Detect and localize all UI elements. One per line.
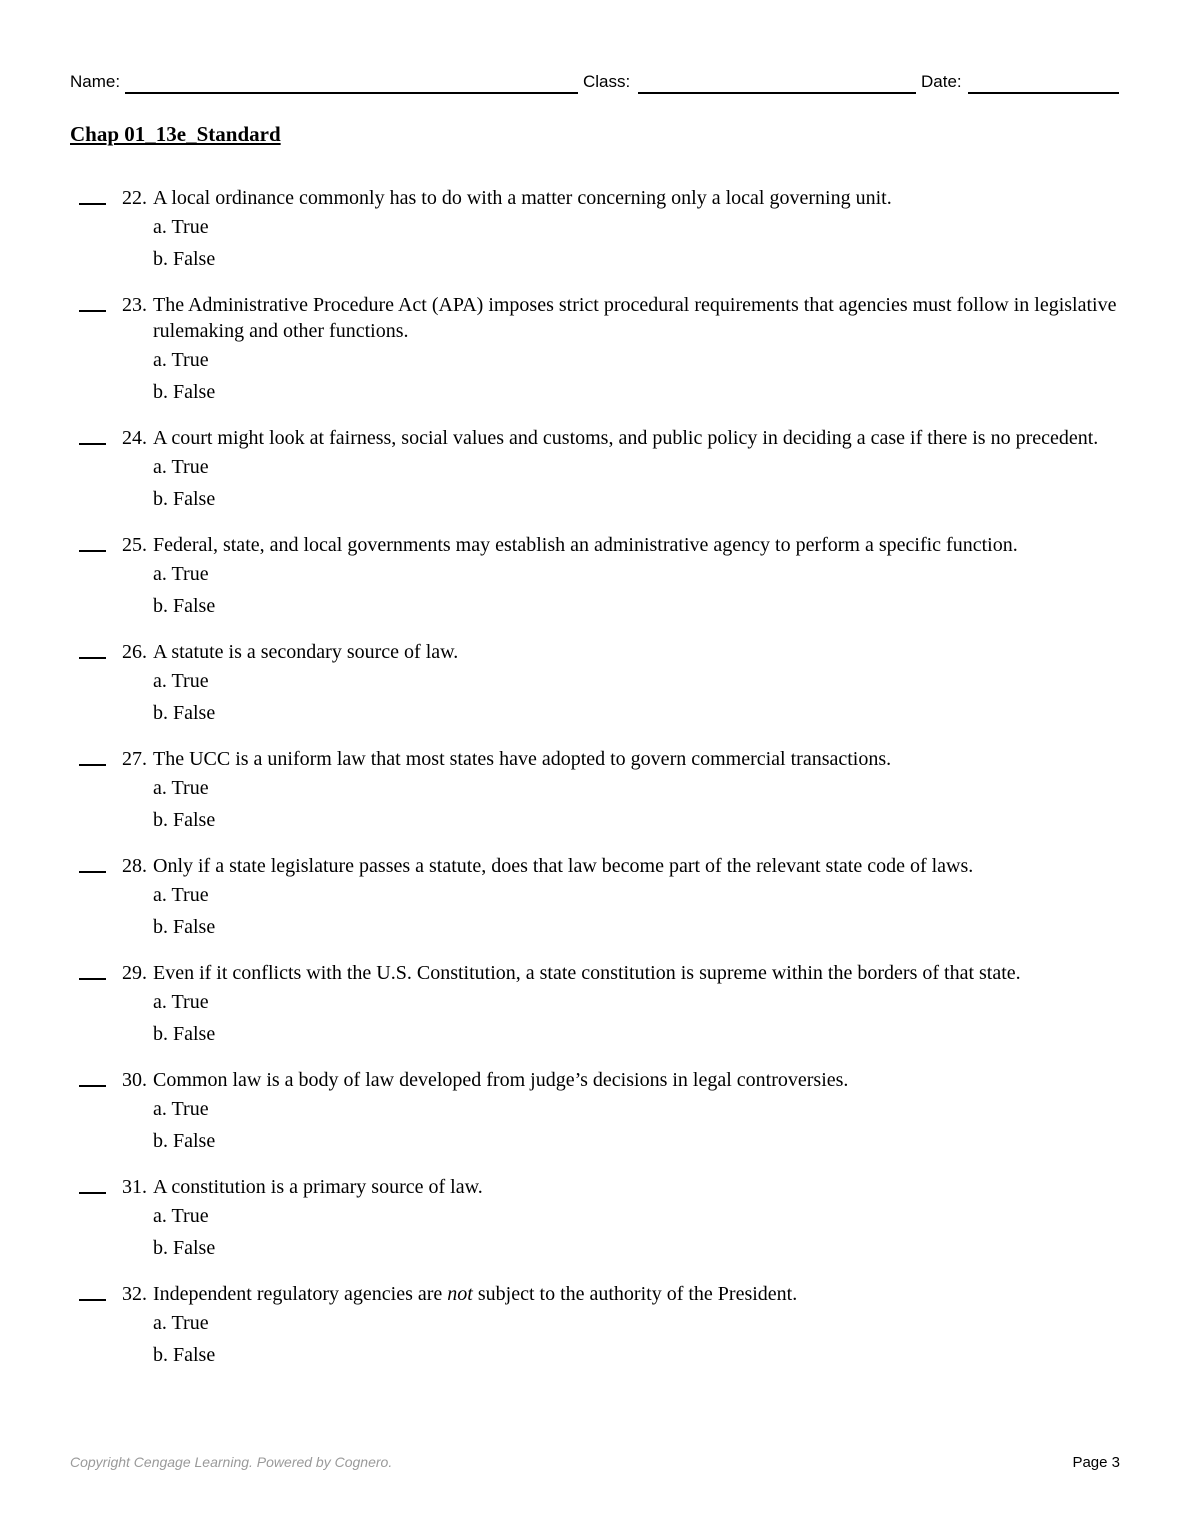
question-item: [70, 746, 1130, 836]
question-item: [70, 1174, 1130, 1264]
answer-option[interactable]: b. False: [153, 488, 216, 510]
answer-blank[interactable]: [79, 292, 106, 312]
name-field[interactable]: [125, 92, 578, 94]
question-number: 25.: [122, 534, 147, 556]
answer-option[interactable]: a. True: [153, 670, 209, 692]
answer-blank[interactable]: [79, 1281, 106, 1301]
answer-blank[interactable]: [79, 425, 106, 445]
answer-option[interactable]: a. True: [153, 456, 209, 478]
answer-option[interactable]: a. True: [153, 1312, 209, 1334]
question-text: Common law is a body of law developed from judge’s decisions in legal controversies.: [153, 1069, 849, 1091]
question-text: Only if a state legislature passes a statute, does that law become part of the relevant state code of laws.: [153, 855, 974, 877]
question-text: Federal, state, and local governments may establish an administrative agency to perform a specific function.: [153, 534, 1018, 556]
question-number: 26.: [122, 641, 147, 663]
answer-option[interactable]: b. False: [153, 248, 216, 270]
question-item: [70, 425, 1130, 515]
answer-option[interactable]: b. False: [153, 702, 216, 724]
question-item: [70, 853, 1130, 943]
answer-option[interactable]: b. False: [153, 1023, 216, 1045]
answer-option[interactable]: a. True: [153, 777, 209, 799]
answer-option[interactable]: b. False: [153, 1344, 216, 1366]
answer-blank[interactable]: [79, 639, 106, 659]
answer-option[interactable]: a. True: [153, 884, 209, 906]
question-text: The UCC is a uniform law that most states have adopted to govern commercial transactions.: [153, 748, 892, 770]
date-field[interactable]: [968, 92, 1119, 94]
question-item: [70, 292, 1130, 408]
question-text: Even if it conflicts with the U.S. Constitution, a state constitution is supreme within the borders of that state.: [153, 962, 1021, 984]
question-item: [70, 960, 1130, 1050]
answer-option[interactable]: b. False: [153, 1237, 216, 1259]
answer-option[interactable]: a. True: [153, 563, 209, 585]
page-number: Page 3: [1072, 1454, 1120, 1471]
answer-option[interactable]: b. False: [153, 916, 216, 938]
question-number: 22.: [122, 187, 147, 209]
answer-option[interactable]: b. False: [153, 1130, 216, 1152]
question-item: [70, 532, 1130, 622]
answer-option[interactable]: a. True: [153, 1098, 209, 1120]
answer-blank[interactable]: [79, 532, 106, 552]
question-text: [153, 1281, 1130, 1307]
question-number: 29.: [122, 962, 147, 984]
question-number: 30.: [122, 1069, 147, 1091]
question-text: A local ordinance commonly has to do with a matter concerning only a local governing unit.: [153, 187, 892, 209]
class-label: Class:: [583, 72, 631, 91]
question-item: [70, 639, 1130, 729]
answer-option[interactable]: a. True: [153, 991, 209, 1013]
question-number: 27.: [122, 748, 147, 770]
question-text: A constitution is a primary source of law.: [153, 1176, 483, 1198]
class-field[interactable]: [638, 92, 916, 94]
date-label: Date:: [921, 72, 962, 91]
question-number: 28.: [122, 855, 147, 877]
answer-blank[interactable]: [79, 185, 106, 205]
question-number: 31.: [122, 1176, 147, 1198]
question-item: [70, 1067, 1130, 1157]
answer-option[interactable]: a. True: [153, 349, 209, 371]
question-text: The Administrative Procedure Act (APA) imposes strict procedural requirements that agencies must follow in legislative rulemaking and other functions.: [153, 294, 1117, 342]
document-title: Chap 01_13e_Standard: [70, 122, 281, 146]
answer-blank[interactable]: [79, 1067, 106, 1087]
question-text-part: subject to the authority of the President.: [472, 1283, 798, 1305]
question-text-emphasis: not: [447, 1283, 473, 1305]
question-number: 23.: [122, 294, 147, 316]
answer-blank[interactable]: [79, 746, 106, 766]
question-item: [70, 185, 1130, 275]
answer-blank[interactable]: [79, 853, 106, 873]
question-item: [70, 1281, 1130, 1371]
student-info-header: [70, 70, 1120, 96]
answer-option[interactable]: b. False: [153, 381, 216, 403]
answer-option[interactable]: b. False: [153, 809, 216, 831]
answer-option[interactable]: b. False: [153, 595, 216, 617]
answer-blank[interactable]: [79, 960, 106, 980]
question-text: A court might look at fairness, social values and customs, and public policy in deciding a case if there is no precedent.: [153, 427, 1099, 449]
copyright-footer: Copyright Cengage Learning. Powered by Cognero.: [70, 1454, 393, 1470]
name-label: Name:: [70, 72, 121, 91]
question-text-part: Independent regulatory agencies are: [153, 1283, 448, 1305]
answer-option[interactable]: a. True: [153, 216, 209, 238]
question-list: [70, 185, 1130, 1388]
question-number: 24.: [122, 427, 147, 449]
answer-option[interactable]: a. True: [153, 1205, 209, 1227]
question-text: A statute is a secondary source of law.: [153, 641, 459, 663]
question-number: 32.: [122, 1283, 147, 1305]
answer-blank[interactable]: [79, 1174, 106, 1194]
